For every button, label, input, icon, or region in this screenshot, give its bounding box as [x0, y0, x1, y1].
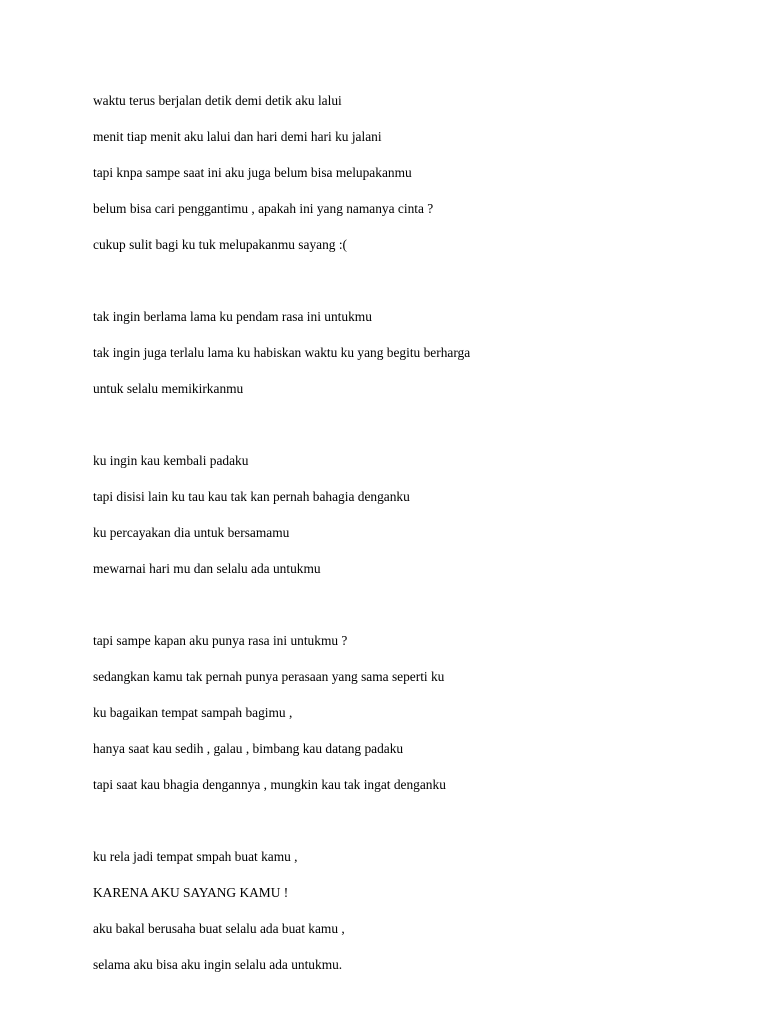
- poem-line: menit tiap menit aku lalui dan hari demi hari ku jalani: [93, 129, 382, 144]
- poem-line: hanya saat kau sedih , galau , bimbang kau datang padaku: [93, 741, 404, 756]
- poem-line: mewarnai hari mu dan selalu ada untukmu: [93, 561, 321, 576]
- poem-line: ku ingin kau kembali padaku: [93, 453, 249, 468]
- stanza-3: [93, 450, 733, 594]
- poem-line: KARENA AKU SAYANG KAMU !: [93, 885, 289, 900]
- stanza-1: [93, 90, 733, 270]
- poem-line: tapi sampe kapan aku punya rasa ini untukmu ?: [93, 633, 348, 648]
- poem-line: aku bakal berusaha buat selalu ada buat kamu ,: [93, 921, 345, 936]
- poem-line: belum bisa cari penggantimu , apakah ini yang namanya cinta ?: [93, 201, 434, 216]
- poem-line: tapi saat kau bhagia dengannya , mungkin kau tak ingat denganku: [93, 777, 446, 792]
- poem-line: cukup sulit bagi ku tuk melupakanmu sayang :(: [93, 237, 348, 252]
- poem-line: sedangkan kamu tak pernah punya perasaan yang sama seperti ku: [93, 669, 445, 684]
- poem-line: untuk selalu memikirkanmu: [93, 381, 244, 396]
- poem-line: selama aku bisa aku ingin selalu ada untukmu.: [93, 957, 343, 972]
- poem-line: ku bagaikan tempat sampah bagimu ,: [93, 705, 293, 720]
- poem-body: [93, 90, 733, 990]
- poem-line: waktu terus berjalan detik demi detik aku lalui: [93, 93, 342, 108]
- stanza-spacer: [93, 594, 733, 630]
- stanza-5: [93, 846, 733, 990]
- poem-line: ku rela jadi tempat smpah buat kamu ,: [93, 849, 298, 864]
- poem-line: tapi disisi lain ku tau kau tak kan pernah bahagia denganku: [93, 489, 410, 504]
- poem-line: tapi knpa sampe saat ini aku juga belum bisa melupakanmu: [93, 165, 412, 180]
- stanza-spacer: [93, 414, 733, 450]
- stanza-2: [93, 306, 733, 414]
- poem-line: ku percayakan dia untuk bersamamu: [93, 525, 290, 540]
- poem-line: tak ingin juga terlalu lama ku habiskan waktu ku yang begitu berharga: [93, 345, 471, 360]
- stanza-4: [93, 630, 733, 810]
- stanza-spacer: [93, 810, 733, 846]
- poem-line: tak ingin berlama lama ku pendam rasa ini untukmu: [93, 309, 372, 324]
- stanza-spacer: [93, 270, 733, 306]
